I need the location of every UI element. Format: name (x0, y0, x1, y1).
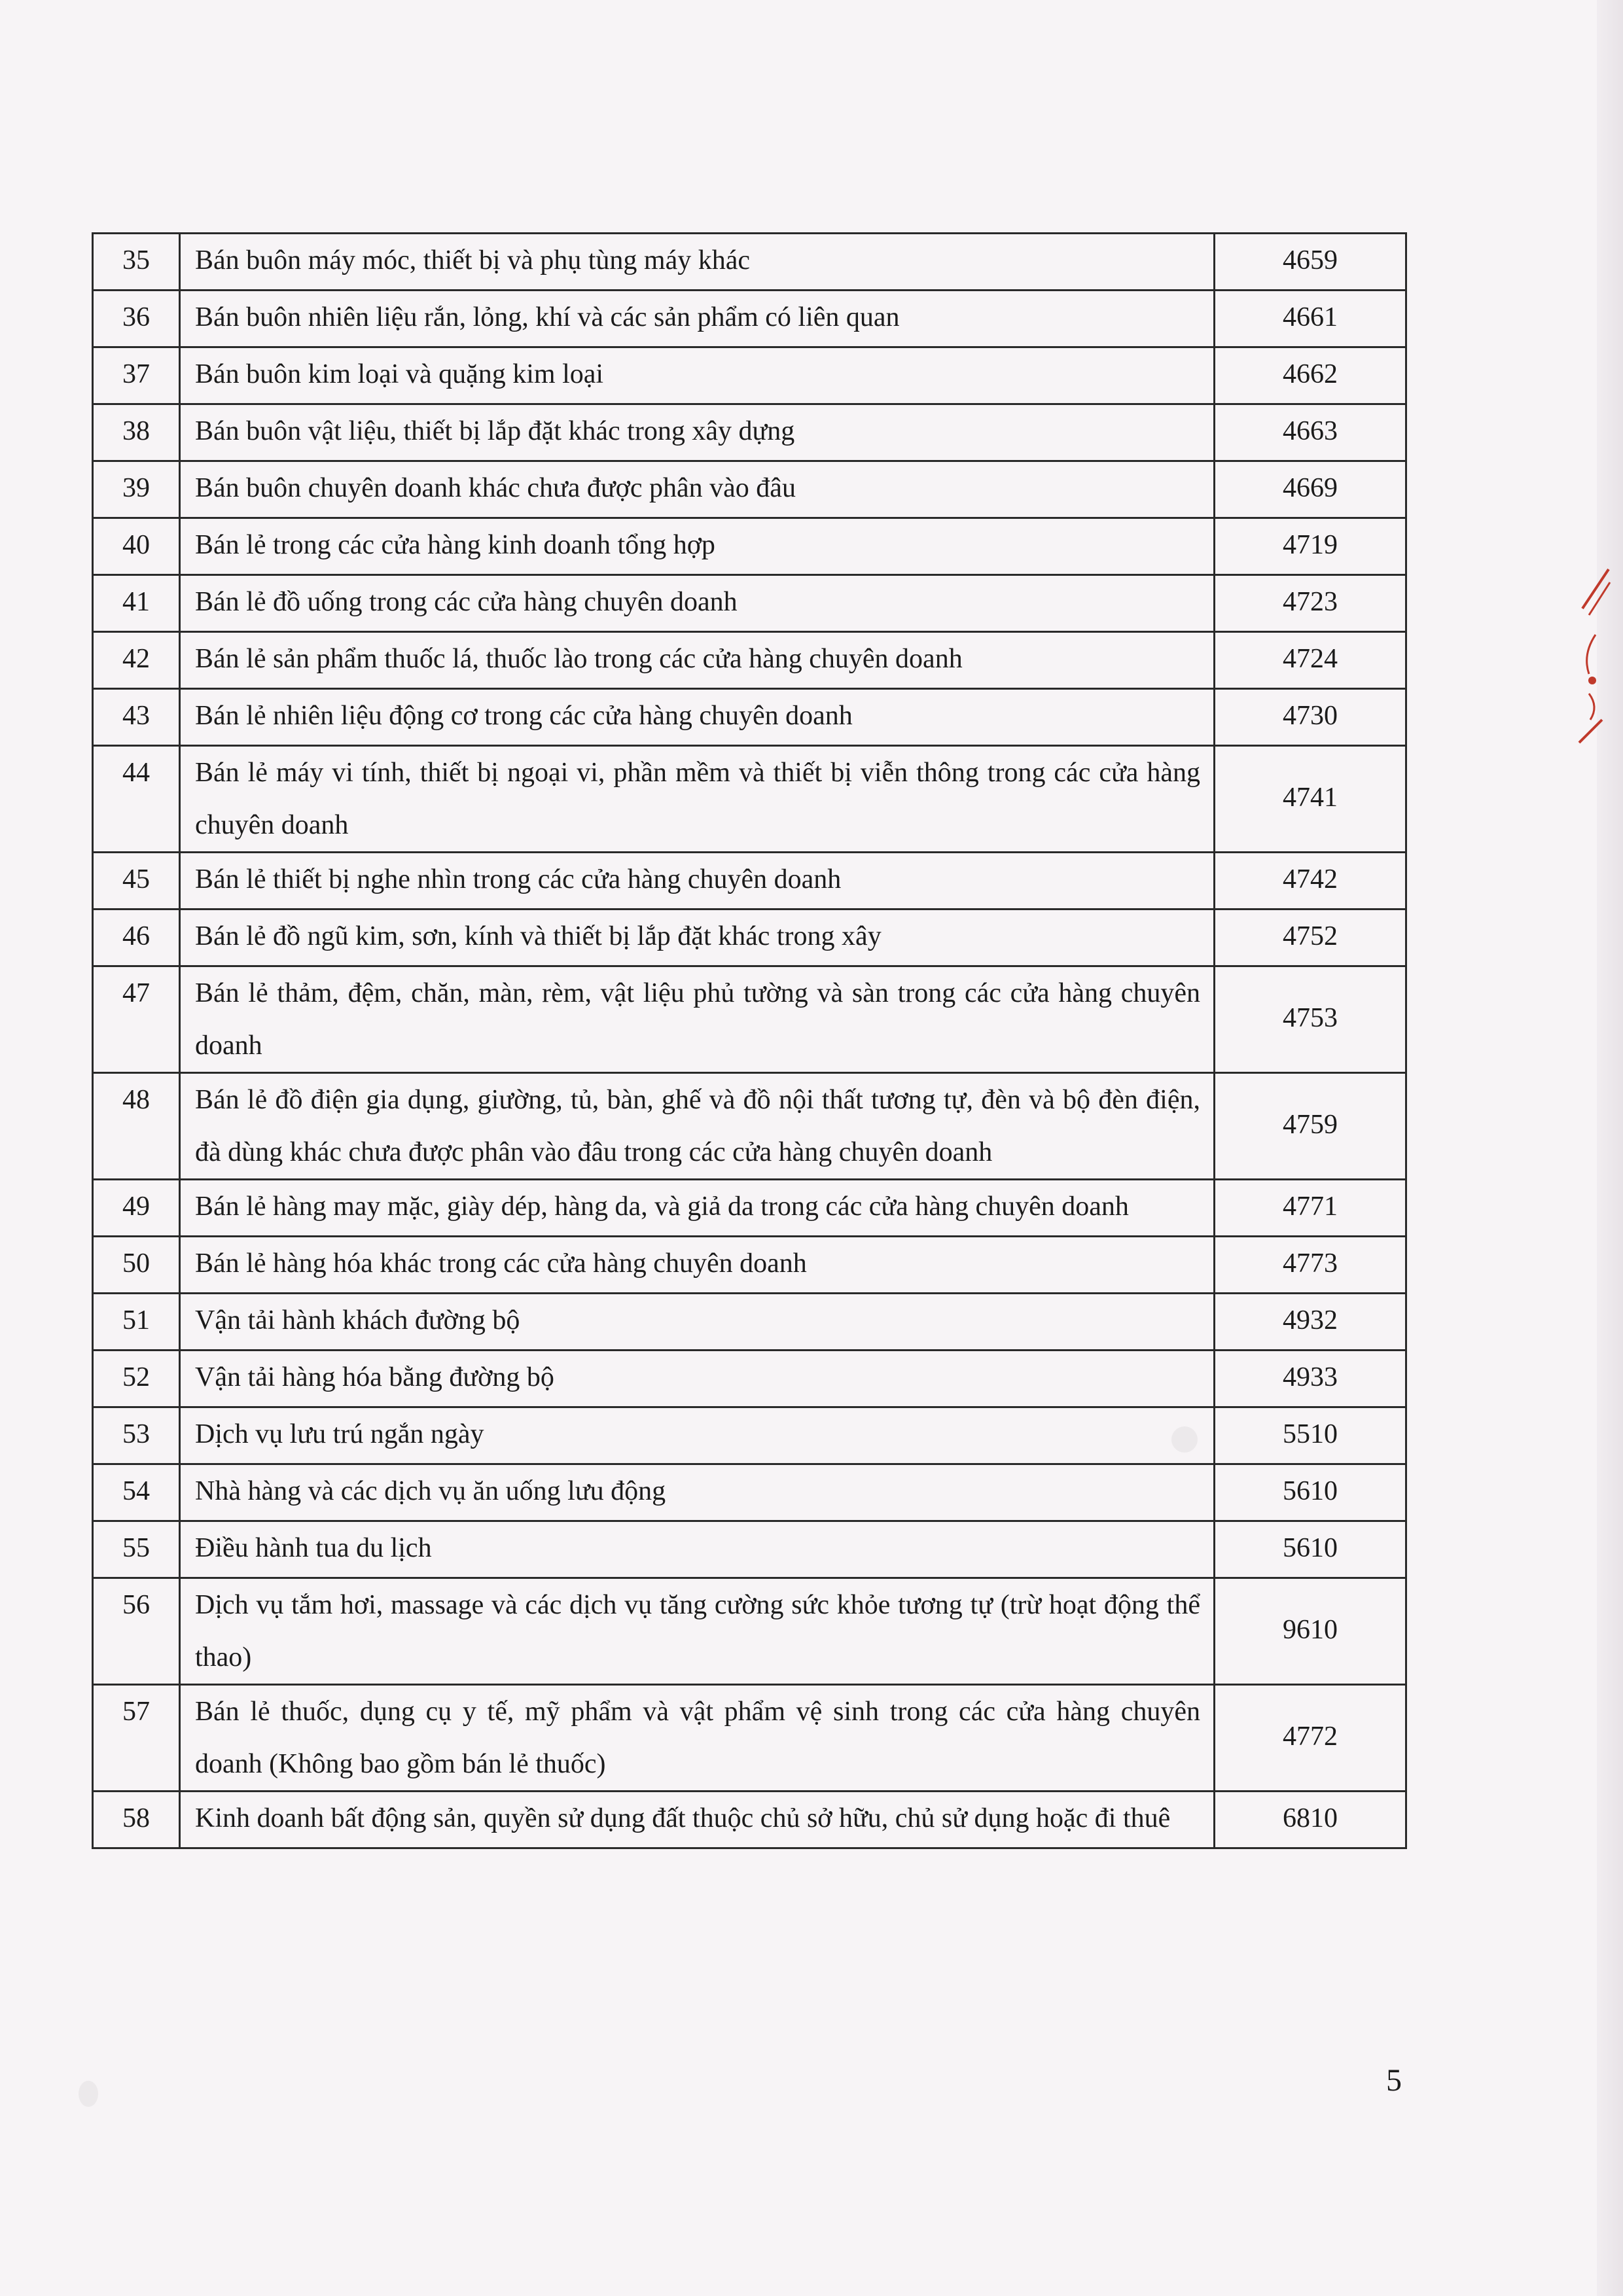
table-row (93, 291, 1406, 347)
table-row (93, 1792, 1406, 1848)
table-body (93, 234, 1406, 1848)
industry-code: 4773 (1283, 1248, 1338, 1279)
industry-code: 4753 (1283, 1003, 1338, 1033)
industry-code-cell (1215, 1351, 1406, 1407)
industry-code: 4772 (1283, 1722, 1338, 1752)
industry-code-cell (1215, 1578, 1406, 1685)
industry-code-cell (1215, 1180, 1406, 1237)
table-row (93, 1407, 1406, 1464)
industry-code: 4759 (1283, 1110, 1338, 1140)
industry-code: 9610 (1283, 1615, 1338, 1645)
table-row (93, 1521, 1406, 1578)
row-number: 47 (93, 966, 180, 1073)
business-line-name: Vận tải hành khách đường bộ (180, 1294, 1215, 1351)
row-number: 52 (93, 1351, 180, 1407)
table-row (93, 1464, 1406, 1521)
table-row (93, 347, 1406, 404)
industry-code-cell (1215, 461, 1406, 518)
row-number: 43 (93, 689, 180, 746)
industry-code-cell (1215, 689, 1406, 746)
table-row (93, 1073, 1406, 1180)
industry-code-cell (1215, 1237, 1406, 1294)
row-number: 56 (93, 1578, 180, 1685)
business-line-name: Bán lẻ đồ điện gia dụng, giường, tủ, bàn, ghế và đồ nội thất tương tự, đèn và bộ đèn điện, đà dùng khác chưa được phân vào đâu trong các cửa hàng chuyên doanh (180, 1073, 1215, 1180)
industry-code: 4662 (1283, 359, 1338, 389)
business-line-name: Dịch vụ lưu trú ngắn ngày (180, 1407, 1215, 1464)
industry-code: 5610 (1283, 1476, 1338, 1506)
table-row (93, 746, 1406, 853)
business-line-name: Bán lẻ thảm, đệm, chăn, màn, rèm, vật liệu phủ tường và sàn trong các cửa hàng chuyên doanh (180, 966, 1215, 1073)
paper-smudge (1171, 1426, 1198, 1453)
row-number: 42 (93, 632, 180, 689)
business-line-name: Bán lẻ hàng hóa khác trong các cửa hàng chuyên doanh (180, 1237, 1215, 1294)
table-row (93, 518, 1406, 575)
industry-code: 4723 (1283, 587, 1338, 617)
business-line-name: Bán buôn kim loại và quặng kim loại (180, 347, 1215, 404)
table-row (93, 632, 1406, 689)
industry-code-cell (1215, 1294, 1406, 1351)
industry-code: 5510 (1283, 1419, 1338, 1449)
industry-code-cell (1215, 966, 1406, 1073)
industry-code: 4663 (1283, 416, 1338, 446)
business-line-name: Bán lẻ thuốc, dụng cụ y tế, mỹ phẩm và vật phẩm vệ sinh trong các cửa hàng chuyên doanh (Không bao gồm bán lẻ thuốc) (180, 1685, 1215, 1792)
industry-code-cell (1215, 234, 1406, 291)
industry-code: 4661 (1283, 302, 1338, 332)
row-number: 57 (93, 1685, 180, 1792)
table-row (93, 461, 1406, 518)
table-row (93, 1685, 1406, 1792)
industry-code: 4724 (1283, 644, 1338, 674)
row-number: 44 (93, 746, 180, 853)
industry-code-cell (1215, 1073, 1406, 1180)
industry-code: 4742 (1283, 864, 1338, 894)
table-row (93, 1180, 1406, 1237)
industry-code: 5610 (1283, 1533, 1338, 1563)
table-row (93, 689, 1406, 746)
business-line-name: Dịch vụ tắm hơi, massage và các dịch vụ tăng cường sức khỏe tương tự (trừ hoạt động thể thao) (180, 1578, 1215, 1685)
industry-code-cell (1215, 853, 1406, 910)
row-number: 51 (93, 1294, 180, 1351)
business-line-name: Bán buôn máy móc, thiết bị và phụ tùng máy khác (180, 234, 1215, 291)
business-line-name: Vận tải hàng hóa bằng đường bộ (180, 1351, 1215, 1407)
table-row (93, 1351, 1406, 1407)
row-number: 37 (93, 347, 180, 404)
industry-code: 4719 (1283, 530, 1338, 560)
industry-code-cell (1215, 1464, 1406, 1521)
row-number: 50 (93, 1237, 180, 1294)
business-sector-table (92, 232, 1407, 1849)
business-line-name: Bán lẻ hàng may mặc, giày dép, hàng da, và giả da trong các cửa hàng chuyên doanh (180, 1180, 1215, 1237)
table-row (93, 966, 1406, 1073)
row-number: 41 (93, 575, 180, 632)
row-number: 36 (93, 291, 180, 347)
industry-code: 4771 (1283, 1192, 1338, 1222)
table-row (93, 910, 1406, 966)
industry-code-cell (1215, 910, 1406, 966)
industry-code: 4932 (1283, 1305, 1338, 1335)
industry-code-cell (1215, 518, 1406, 575)
business-line-name: Bán lẻ thiết bị nghe nhìn trong các cửa hàng chuyên doanh (180, 853, 1215, 910)
industry-code-cell (1215, 1792, 1406, 1848)
business-line-name: Kinh doanh bất động sản, quyền sử dụng đất thuộc chủ sở hữu, chủ sử dụng hoặc đi thuê (180, 1792, 1215, 1848)
table-row (93, 853, 1406, 910)
page-number: 5 (1386, 2063, 1402, 2098)
industry-code-cell (1215, 347, 1406, 404)
industry-code-cell (1215, 291, 1406, 347)
page-edge-shadow (1597, 0, 1623, 2296)
row-number: 48 (93, 1073, 180, 1180)
business-line-name: Bán lẻ đồ uống trong các cửa hàng chuyên doanh (180, 575, 1215, 632)
industry-code-cell (1215, 746, 1406, 853)
table-row (93, 1578, 1406, 1685)
business-line-name: Bán lẻ đồ ngũ kim, sơn, kính và thiết bị lắp đặt khác trong xây (180, 910, 1215, 966)
row-number: 53 (93, 1407, 180, 1464)
business-line-name: Nhà hàng và các dịch vụ ăn uống lưu động (180, 1464, 1215, 1521)
row-number: 58 (93, 1792, 180, 1848)
table-row (93, 1237, 1406, 1294)
table-row (93, 404, 1406, 461)
business-line-name: Bán buôn chuyên doanh khác chưa được phân vào đâu (180, 461, 1215, 518)
business-line-name: Bán lẻ trong các cửa hàng kinh doanh tổng hợp (180, 518, 1215, 575)
row-number: 45 (93, 853, 180, 910)
row-number: 55 (93, 1521, 180, 1578)
row-number: 38 (93, 404, 180, 461)
row-number: 35 (93, 234, 180, 291)
business-line-name: Điều hành tua du lịch (180, 1521, 1215, 1578)
paper-smudge (79, 2081, 98, 2107)
industry-code: 4741 (1283, 783, 1338, 813)
business-line-name: Bán buôn vật liệu, thiết bị lắp đặt khác trong xây dựng (180, 404, 1215, 461)
row-number: 46 (93, 910, 180, 966)
industry-code-cell (1215, 575, 1406, 632)
table-row (93, 575, 1406, 632)
industry-code-cell (1215, 1521, 1406, 1578)
industry-code: 4730 (1283, 701, 1338, 731)
row-number: 54 (93, 1464, 180, 1521)
row-number: 39 (93, 461, 180, 518)
table-row (93, 234, 1406, 291)
industry-code-cell (1215, 1407, 1406, 1464)
table-row (93, 1294, 1406, 1351)
industry-code: 4752 (1283, 921, 1338, 951)
business-sector-table-container (92, 232, 1407, 1849)
industry-code: 4669 (1283, 473, 1338, 503)
industry-code: 6810 (1283, 1803, 1338, 1833)
business-line-name: Bán buôn nhiên liệu rắn, lỏng, khí và các sản phẩm có liên quan (180, 291, 1215, 347)
business-line-name: Bán lẻ nhiên liệu động cơ trong các cửa hàng chuyên doanh (180, 689, 1215, 746)
row-number: 49 (93, 1180, 180, 1237)
industry-code-cell (1215, 1685, 1406, 1792)
business-line-name: Bán lẻ sản phẩm thuốc lá, thuốc lào trong các cửa hàng chuyên doanh (180, 632, 1215, 689)
seal-fragment-icon (1569, 563, 1615, 746)
industry-code: 4659 (1283, 245, 1338, 275)
industry-code: 4933 (1283, 1362, 1338, 1392)
row-number: 40 (93, 518, 180, 575)
industry-code-cell (1215, 404, 1406, 461)
business-line-name: Bán lẻ máy vi tính, thiết bị ngoại vi, phần mềm và thiết bị viễn thông trong các cửa hàng chuyên doanh (180, 746, 1215, 853)
industry-code-cell (1215, 632, 1406, 689)
